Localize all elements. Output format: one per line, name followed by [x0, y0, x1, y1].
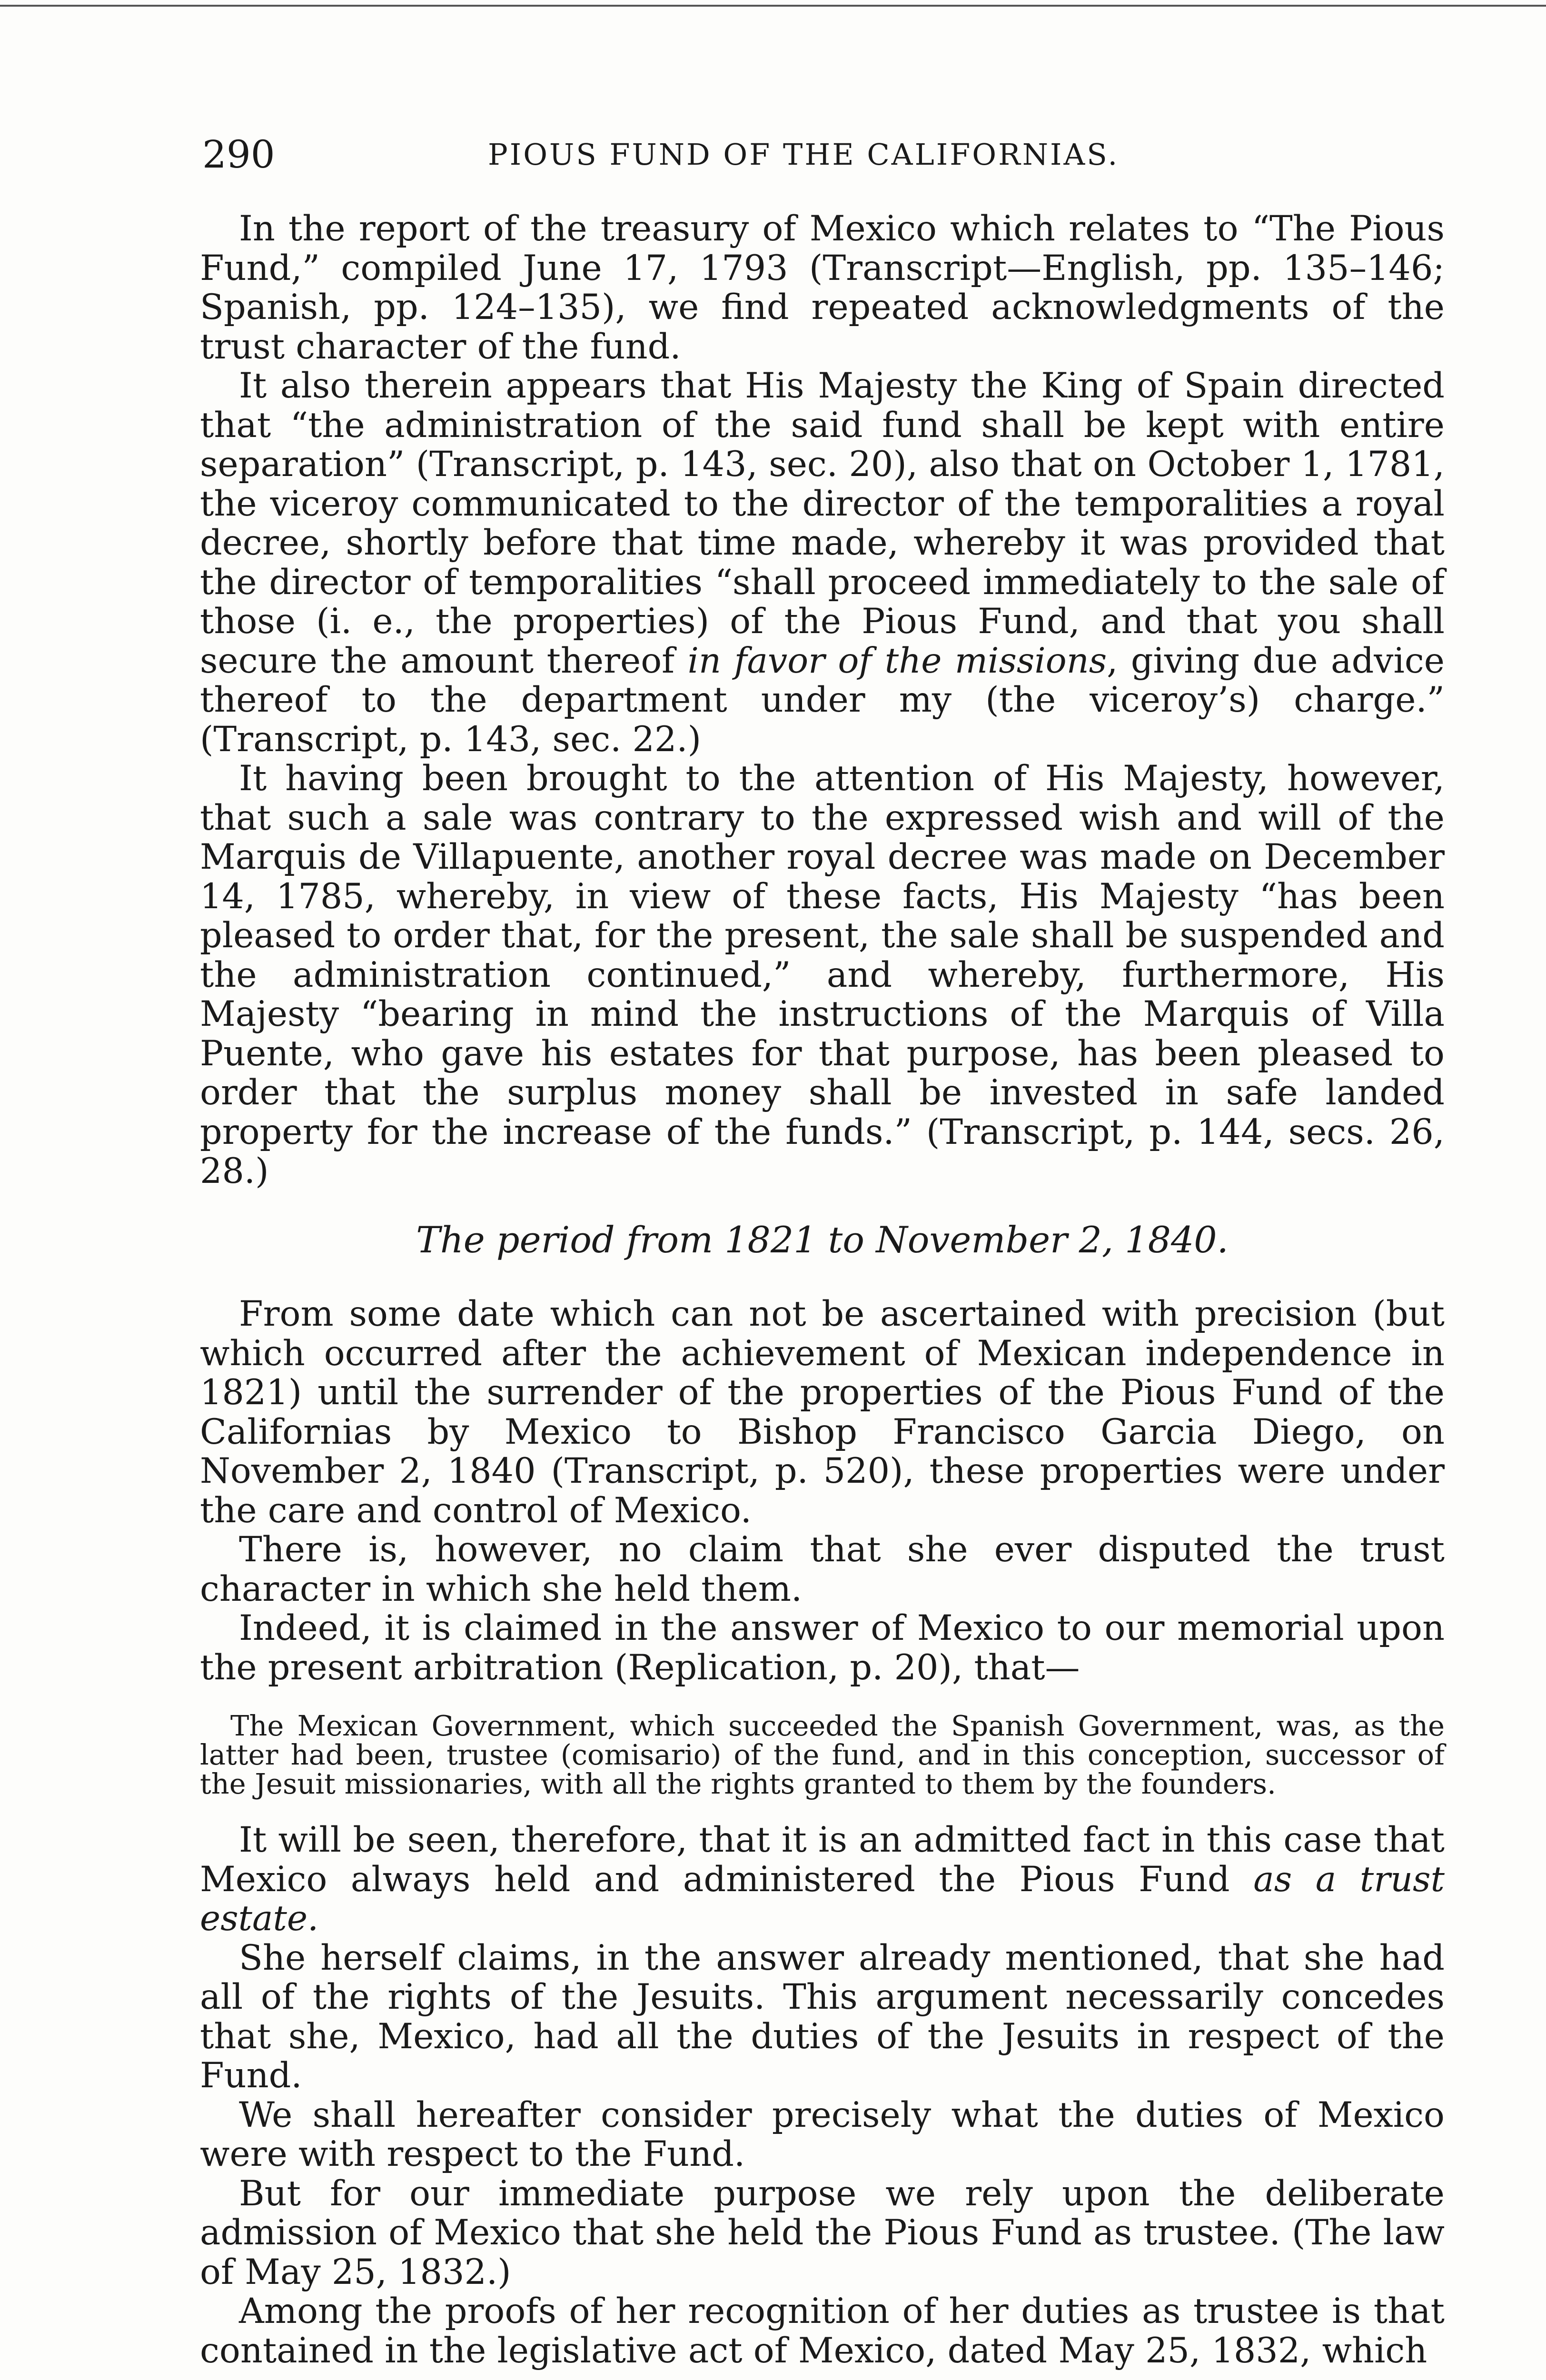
- paragraph-text: , giving due advice thereof to the department under my (the viceroy’s) charge.” (Transcript, p. 143, sec. 22.): [200, 640, 1445, 760]
- paragraph: But for our immediate purpose we rely upon the deliberate admission of Mexico that she held the Pious Fund as trustee. (The law of May 25, 1832.): [200, 2173, 1445, 2292]
- paragraph: From some date which can not be ascertained with precision (but which occurred after the achievement of Mexican independence in 1821) until the surrender of the properties of the Pious Fund of the Californias by Mexico to Bishop Francisco Garcia Diego, on November 2, 1840 (Transcript, p. 520), these properties were under the care and control of Mexico.: [200, 1294, 1445, 1531]
- paragraph-text: It also therein appears that His Majesty the King of Spain directed that “the administration of the said fund shall be kept with entire separation” (Transcript, p. 143, sec. 20), also that on October 1, 1781, the viceroy communicated to the director of the temporalities a royal decree, shortly before that time made, whereby it was provided that the director of temporalities “shall proceed immediately to the sale of those (i. e., the properties) of the Pious Fund, and that you shall secure the amount thereof: [200, 366, 1445, 681]
- paragraph: In the report of the treasury of Mexico which relates to “The Pious Fund,” compiled June 17, 1793 (Transcript—English, pp. 135–146; Spanish, pp. 124–135), we find repeated acknowledgments of the trust character of the fund.: [200, 208, 1445, 367]
- paragraph: [200, 367, 1445, 759]
- paragraph: Indeed, it is claimed in the answer of Mexico to our memorial upon the present arbitration (Replication, p. 20), that—: [200, 1608, 1445, 1688]
- paragraph-text: It will be seen, therefore, that it is an admitted fact in this case that Mexico always held and administered the Pious Fund: [200, 1820, 1445, 1900]
- paragraph: It having been brought to the attention of His Majesty, however, that such a sale was contrary to the expressed wish and will of the Marquis de Villapuente, another royal decree was made on December 14, 1785, whereby, in view of these facts, His Majesty “has been pleased to order that, for the present, the sale shall be suspended and the administration continued,” and whereby, furthermore, His Majesty “bearing in mind the instructions of the Marquis of Villa Puente, who gave his estates for that purpose, has been pleased to order that the surplus money shall be invested in safe landed property for the increase of the funds.” (Transcript, p. 144, secs. 26, 28.): [200, 758, 1445, 1191]
- italic-text: as a trust estate.: [200, 1859, 1445, 1939]
- running-head: PIOUS FUND OF THE CALIFORNIAS.: [488, 137, 1120, 172]
- section-mexican-control: [200, 1295, 1445, 1687]
- paragraph: She herself claims, in the answer already mentioned, that she had all of the rights of the Jesuits. This argument necessarily concedes that she, Mexico, had all the duties of the Jesuits in respect of the Fund.: [200, 1937, 1445, 2096]
- paragraph: Among the proofs of her recognition of her duties as trustee is that contained in the legislative act of Mexico, dated May 25, 1832, which: [200, 2291, 1445, 2371]
- quote-text: The Mexican Government, which succeeded the Spanish Government, was, as the latter had been, trustee (comisario) of the fund, and in this conception, successor of the Jesuit missionaries, with all the rights granted to them by the founders.: [200, 1709, 1445, 1800]
- block-quote: [200, 1711, 1445, 1798]
- section-heading: The period from 1821 to November 2, 1840.: [416, 1219, 1229, 1261]
- page-header: [202, 131, 1449, 178]
- paragraph: There is, however, no claim that she ever disputed the trust character in which she held them.: [200, 1529, 1445, 1609]
- paragraph: [200, 1821, 1445, 1939]
- paragraph: We shall hereafter consider precisely what the duties of Mexico were with respect to the Fund.: [200, 2094, 1445, 2174]
- section-treasury-report: [200, 209, 1445, 1191]
- section-trust-estate: [200, 1821, 1445, 2370]
- italic-text: in favor of the missions: [687, 640, 1107, 681]
- top-border-rule: [0, 5, 1546, 7]
- page-number: 290: [202, 132, 275, 177]
